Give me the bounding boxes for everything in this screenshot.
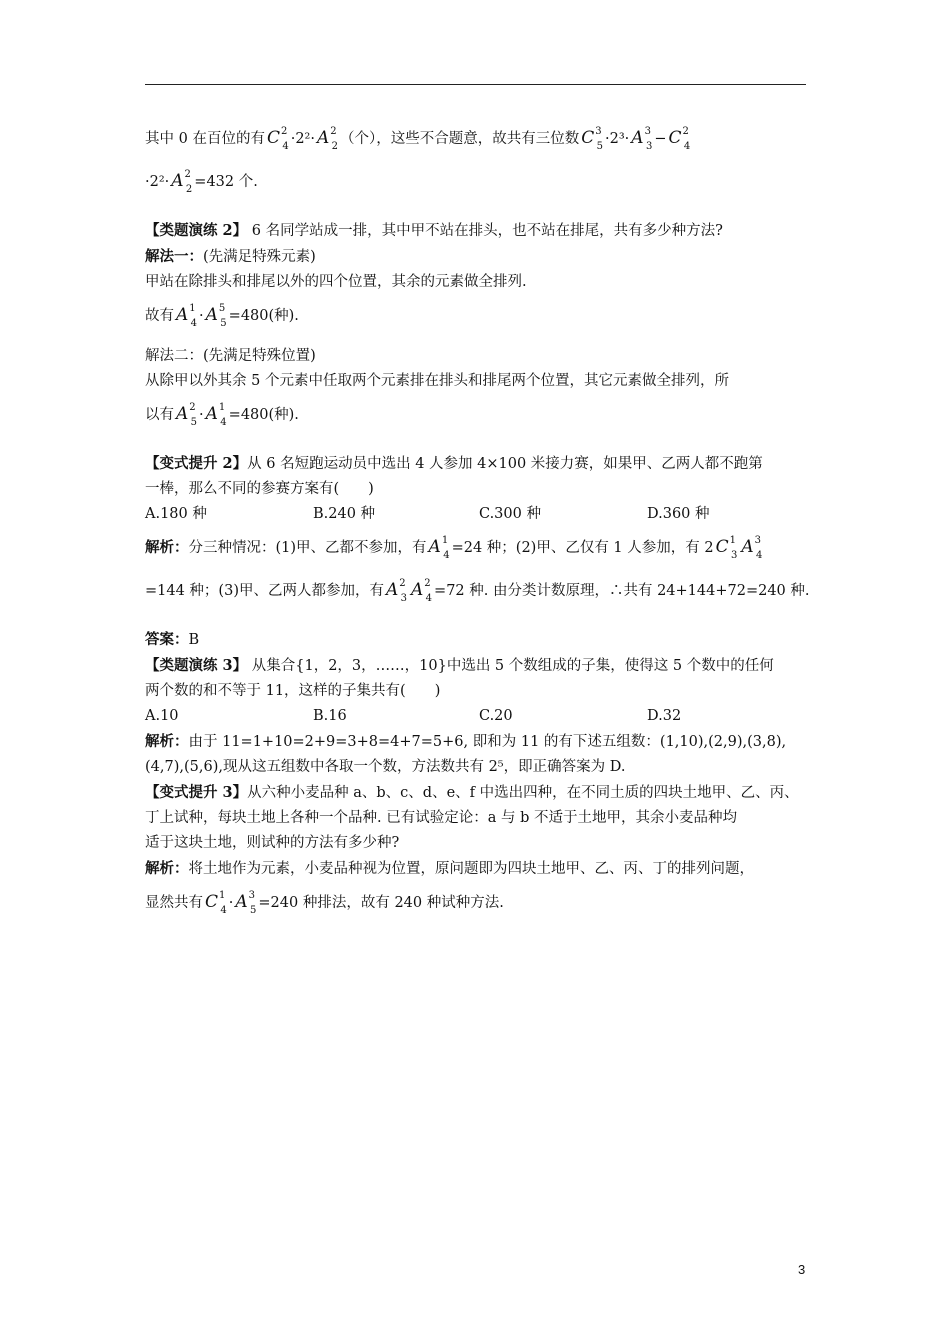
ex3-solution-1 (145, 729, 813, 755)
text: 由于 11=1+10=2+9=3+8=4+7=5+6, 即和为 11 的有下述五组数：(1,10),(2,9),(3,8), (188, 734, 787, 750)
v3-heading: 【变式提升 3】 (145, 784, 248, 801)
math-a43: $A^3_4$ (741, 535, 763, 561)
math-a22b: $A^2_2$ (171, 169, 193, 195)
text: =480(种). (228, 308, 299, 324)
sol2-label: 解法二：(先满足特殊位置) (145, 348, 316, 364)
math-a41c: $A^1_4$ (428, 535, 450, 561)
v2-line (145, 451, 813, 477)
v3-line2: 丁上试种，每块土地上各种一个品种. 已有试验定论：a 与 b 不适于土地甲，其余小麦品种均 (145, 810, 737, 826)
text: 显然共有 (145, 895, 203, 911)
option-d: D.32 (647, 708, 682, 724)
math-a33: $A^3_3$ (631, 126, 653, 152)
sol1-line (145, 244, 813, 270)
line-2 (145, 161, 813, 204)
option-c: C.20 (479, 708, 513, 724)
text: =72 种. 由分类计数原理，∴共有 24+144+72=240 种. (434, 583, 810, 599)
v2-solution-2 (145, 570, 813, 613)
math-a55: $A^5_5$ (205, 303, 227, 329)
text: · (228, 895, 234, 911)
text: 以有 (145, 407, 174, 423)
ex3-solution-2: (4,7),(5,6),现从这五组数中各取一个数，方法数共有 2⁵，即正确答案为 D. (145, 759, 626, 775)
v3-line3: 适于这块土地，则试种的方法有多少种? (145, 835, 400, 851)
v3-line (145, 780, 813, 806)
text: ·2²· (145, 174, 170, 190)
math-c41: $C^1_4$ (205, 890, 227, 916)
option-b: B.240 种 (313, 506, 376, 522)
v2-heading: 【变式提升 2】 (145, 455, 248, 472)
text: =144 种；(3)甲、乙两人都参加，有 (145, 583, 384, 599)
text: =480(种). (228, 407, 299, 423)
v2-options (145, 502, 813, 527)
ex3-line2: 两个数的和不等于 11，这样的子集共有( ) (145, 683, 441, 699)
math-a32: $A^2_3$ (385, 578, 408, 604)
ex3-text: 从集合{1，2，3，……，10}中选出 5 个数组成的子集，使得这 5 个数中的任何 (247, 658, 774, 674)
text: − (654, 131, 667, 147)
ex2-line (145, 218, 813, 244)
ex2-heading: 【类题演练 2】 (145, 222, 248, 239)
math-c42b: $C^2_4$ (668, 126, 691, 152)
header-rule (145, 84, 806, 85)
answer-line (145, 627, 813, 653)
v2-line2: 一棒，那么不同的参赛方案有( ) (145, 481, 374, 497)
ex2-text: 6 名同学站成一排，其中甲不站在排头，也不站在排尾，共有多少种方法? (247, 223, 723, 239)
option-b: B.16 (313, 708, 347, 724)
math-c42: $C^2_4$ (266, 126, 289, 152)
answer-value: B (188, 632, 200, 648)
answer-label: 答案： (145, 631, 189, 648)
text: （个），这些不合题意，故共有三位数 (340, 131, 580, 147)
v2-solution-1 (145, 527, 813, 570)
sol1-text: 甲站在除排头和排尾以外的四个位置，其余的元素做全排列. (145, 274, 527, 290)
solution-label: 解析： (145, 733, 189, 750)
sol2-text: 从除甲以外其余 5 个元素中任取两个元素排在排头和排尾两个位置，其它元素做全排列，所 (145, 373, 729, 389)
math-c31: $C^1_3$ (715, 535, 738, 561)
math-a53: $A^3_5$ (235, 890, 257, 916)
document-body (145, 118, 813, 925)
text: =432 个. (194, 174, 258, 190)
text: =240 种排法，故有 240 种试种方法. (258, 895, 504, 911)
text: · (199, 308, 204, 324)
page-number: 3 (798, 1262, 806, 1277)
text: ·2²· (290, 131, 315, 147)
math-a42: $A^2_4$ (411, 578, 433, 604)
math-a22: $A^2_2$ (316, 126, 339, 152)
solution-label: 解析： (145, 860, 189, 877)
math-c53: $C^3_5$ (581, 126, 604, 152)
sol2-result (145, 394, 813, 437)
v2-text: 从 6 名短跑运动员中选出 4 人参加 4×100 米接力赛，如果甲、乙两人都不跑第 (247, 456, 763, 472)
text: 其中 0 在百位的有 (145, 131, 265, 147)
option-a: A.180 种 (145, 506, 207, 522)
ex3-heading: 【类题演练 3】 (145, 657, 248, 674)
text: 故有 (145, 308, 174, 324)
option-d: D.360 种 (647, 506, 710, 522)
math-a52: $A^2_5$ (176, 402, 198, 428)
math-a41b: $A^1_4$ (205, 402, 227, 428)
v3-solution-2 (145, 882, 813, 925)
text: ·2³· (605, 131, 630, 147)
text: · (199, 407, 204, 423)
v3-text: 从六种小麦品种 a、b、c、d、e、f 中选出四种，在不同土质的四块土地甲、乙、丙、 (247, 785, 799, 801)
ex3-line (145, 653, 813, 679)
solution-label: 解析： (145, 539, 189, 556)
ex3-options (145, 704, 813, 729)
text: 将土地作为元素，小麦品种视为位置，原问题即为四块土地甲、乙、丙、丁的排列问题， (188, 861, 754, 877)
math-a41: $A^1_4$ (176, 303, 198, 329)
option-a: A.10 (145, 708, 179, 724)
sol1-label: 解法一： (145, 248, 203, 265)
option-c: C.300 种 (479, 506, 541, 522)
text: =24 种；(2)甲、乙仅有 1 人参加，有 2 (451, 540, 714, 556)
text: 分三种情况：(1)甲、乙都不参加，有 (188, 540, 427, 556)
line-1 (145, 118, 813, 161)
sol1-note: (先满足特殊元素) (203, 249, 316, 265)
v3-solution-1 (145, 856, 813, 882)
sol1-result (145, 295, 813, 338)
